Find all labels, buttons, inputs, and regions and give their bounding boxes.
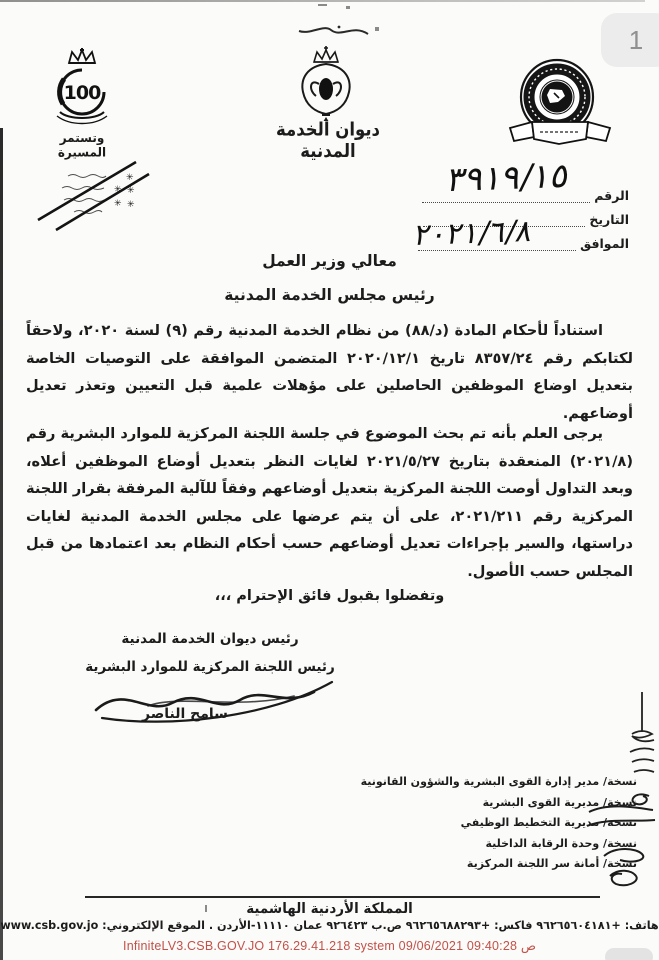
coat-of-arms <box>286 44 366 124</box>
scan-speck <box>375 27 379 31</box>
scan-edge-top <box>0 0 645 2</box>
addressee-line-2: رئيس مجلس الخدمة المدنية <box>224 286 435 304</box>
body-paragraph-2: يرجى العلم بأنه تم بحث الموضوع في جلسة اللجنة المركزية للموارد البشرية رقم (٢٠٢١/٨) المنعقدة بتاريخ ٢٠٢١/٥/٢٧ لغايات النظر بتعديل أوضاع الموظفين أعلاه، وبعد التداول أوصت اللجنة المركزية بتعديل أوضاعهم وفقاً للآلية المرفقة بقرار اللجنة المركزية رقم ٢٠٢١/٢١١، على أن يتم عرضها على مجلس الخدمة المدنية لغايات دراستها، والسير بإجراءات تعديل أوضاعهم حسب أحكام النظام بعد اعتمادها من قبل المجلس حسب الأصول. <box>26 425 633 580</box>
bureau-seal <box>502 56 620 158</box>
system-status-line: InfiniteLV3.CSB.GOV.JO 176.29.41.218 system 09/06/2021 09:40:28 ص <box>123 939 536 953</box>
margin-note-scribble <box>622 690 658 785</box>
svg-text:✳: ✳ <box>127 200 135 210</box>
cc-item: نسخة/ مديرية التخطيط الوظيفي <box>460 816 637 829</box>
svg-text:✳: ✳ <box>127 186 135 196</box>
closing-salutation: وتفضلوا بقبول فائق الإحترام ،،، <box>214 588 445 604</box>
handwritten-date: ٢٠٢١/٦/٨ <box>411 213 536 254</box>
scan-speck <box>346 6 350 9</box>
kingdom-name: المملكة الأردنية الهاشمية <box>246 900 413 918</box>
addressee-line-1: معالي وزير العمل <box>262 252 397 270</box>
stamp-icon <box>34 160 152 234</box>
bureau-name: ديوان الخدمة المدنية <box>276 118 380 162</box>
centenary-logo <box>36 46 128 159</box>
calligraphy-squiggle-icon <box>293 22 373 42</box>
signatory-title-2: رئيس اللجنة المركزية للموارد البشرية <box>85 659 335 675</box>
cc-item: نسخة/ أمانة سر اللجنة المركزية <box>466 857 637 870</box>
handwritten-reference-number: ٣٩١٩/١٥ <box>444 155 573 201</box>
cc-list <box>317 772 637 875</box>
postage-stamp-mark <box>34 160 152 234</box>
reference-number-label: الرقم <box>594 188 629 203</box>
page-number-badge: 1 <box>601 13 659 67</box>
bureau-seal-icon <box>502 56 620 158</box>
cc-item: نسخة/ مديرية القوى البشرية <box>482 795 637 809</box>
svg-text:✳: ✳ <box>114 199 122 209</box>
body-paragraph-1: استناداً لأحكام المادة (د/٨٨) من نظام الخدمة المدنية رقم (٩) لسنة ٢٠٢٠، ولاحقاً لكتابكم رقم ٨٣٥٧/٢٤ تاريخ ٢٠٢٠/١٢/١ المتضمن الموافقة على التوصيات الخاصة بتعديل اوضاع الموظفين الحاصلين على مؤهلات علمية قبل التعيين وتعذر تعديل أوضاعهم. <box>26 322 633 422</box>
scan-speck <box>318 4 327 6</box>
reference-corresponding-label: الموافق <box>580 236 629 251</box>
contact-line: هاتف: +٩٦٢٦٥٦٠٤١٨١ فاكس: +٩٦٢٦٥٦٨٨٢٩٣ ص.ب ٩٢٦٤٢٣ عمان ١١١١٠-الأردن . الموقع الإلكتروني: www.csb.gov.jo <box>0 919 659 932</box>
cc-item: نسخة/ مدير إدارة القوى البشرية والشؤون القانونية <box>360 775 637 788</box>
signatory-name: سامح الناصر <box>142 706 228 722</box>
coat-of-arms-icon <box>286 44 366 124</box>
svg-text:100: 100 <box>63 82 101 104</box>
svg-text:✳: ✳ <box>114 185 122 195</box>
svg-text:✳: ✳ <box>126 173 134 183</box>
calligraphy-mark <box>293 22 373 42</box>
reference-date-label: التاريخ <box>589 212 629 227</box>
signatory-title-1: رئيس ديوان الخدمة المدنية <box>121 631 299 647</box>
centenary-crown-emblem-icon <box>36 46 128 130</box>
footer-divider <box>85 896 600 898</box>
margin-scribble-icon <box>622 690 658 785</box>
cc-item: نسخة/ وحدة الرقابة الداخلية <box>485 836 637 850</box>
centenary-slogan: وتستمر المسيرة <box>57 130 107 160</box>
